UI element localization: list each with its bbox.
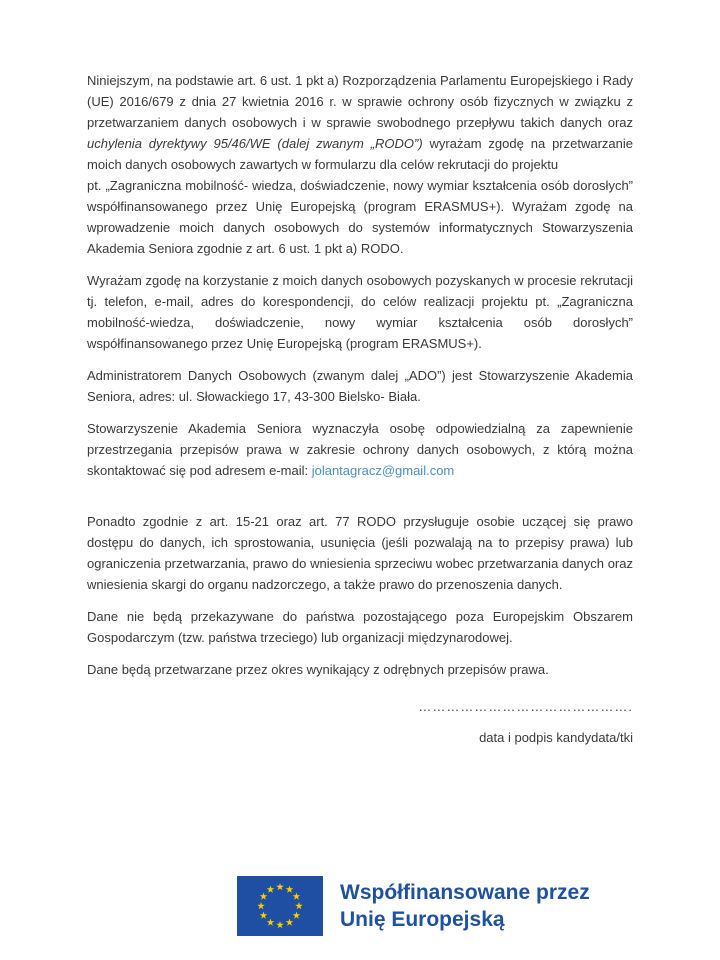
rodo-consent-run3: wyrażam zgodę na przetwarzanie moich danych osobowych zawartych w formularzu dla celów rekrutacji do projektu — [87, 136, 633, 172]
paragraph-no-transfer — [87, 606, 633, 648]
contact-email-link[interactable]: jolantagracz@gmail.com — [311, 463, 455, 478]
contact-person-text: Stowarzyszenie Akademia Seniora wyznaczyła osobę odpowiedzialną za zapewnienie przestrzegania przepisów prawa w zakresie ochrony danych osobowych, z którą można skontaktować się pod adresem e-mail: — [87, 421, 633, 478]
eu-cofunding-line1: Współfinansowane przez — [340, 881, 590, 904]
document-body — [87, 70, 633, 748]
eu-flag-icon — [237, 876, 323, 936]
rodo-consent-run4: pt. „Zagraniczna mobilność- wiedza, doświadczenie, nowy wymiar kształcenia osób dorosłych” współfinansowanego przez Unię Europejską (program ERASMUS+). Wyrażam zgodę na wprowadzenie moich danych osobowych do systemów informatycznych Stowarzyszenia Akademia Seniora zgodnie z art. 6 ust. 1 pkt a) RODO. — [87, 178, 633, 256]
paragraph-data-usage-consent — [87, 270, 633, 354]
no-transfer-text: Dane nie będą przekazywane do państwa pozostającego poza Europejskim Obszarem Gospodarczym (tzw. państwa trzeciego) lub organizacji międzynarodowej. — [87, 609, 633, 645]
signature-label: data i podpis kandydata/tki — [479, 730, 633, 745]
rodo-consent-run1: Niniejszym, na podstawie art. 6 ust. 1 pkt a) Rozporządzenia Parlamentu Europejskiego i Rady (UE) 2016/679 z dnia 27 kwietnia 2016 r. w sprawie ochrony osób fizycznych w związku z przetwarzaniem danych osobowych i w sprawie swobodnego przepływu takich danych oraz — [87, 73, 633, 130]
rodo-consent-italic-run: uchylenia dyrektywy 95/46/WE (dalej zwanym „RODO”) — [87, 136, 430, 151]
signature-line: ………………………………………. — [418, 699, 633, 714]
paragraph-rights — [87, 511, 633, 595]
paragraph-administrator — [87, 365, 633, 407]
administrator-text: Administratorem Danych Osobowych (zwanym dalej „ADO”) jest Stowarzyszenie Akademia Seniora, adres: ul. Słowackiego 17, 43-300 Bielsko- Biała. — [87, 368, 633, 404]
data-usage-text: Wyrażam zgodę na korzystanie z moich danych osobowych pozyskanych w procesie rekrutacji tj. telefon, e-mail, adres do korespondencji, do celów realizacji projektu pt. „Zagraniczna mobilność-wiedza, doświadczenie, nowy wymiar kształcenia osób dorosłych” współfinansowanego przez Unię Europejską (program ERASMUS+). — [87, 273, 633, 351]
signature-block — [87, 696, 633, 748]
paragraph-retention — [87, 659, 633, 680]
eu-cofunding-line2: Unię Europejską — [340, 908, 505, 931]
rights-text: Ponadto zgodnie z art. 15-21 oraz art. 77 RODO przysługuje osobie uczącej się prawo dostępu do danych, ich sprostowania, usunięcia (jeśli pozwalają na to przepisy prawa) lub ograniczenia przetwarzania, prawo do wniesienia sprzeciwu wobec przetwarzania danych oraz wniesienia skargi do organu nadzorczego, a także prawo do przenoszenia danych. — [87, 514, 633, 592]
paragraph-rodo-consent — [87, 70, 633, 259]
eu-cofunding-footer — [237, 876, 590, 936]
eu-cofunding-text — [340, 879, 590, 933]
retention-text: Dane będą przetwarzane przez okres wynikający z odrębnych przepisów prawa. — [87, 662, 549, 677]
paragraph-contact-person — [87, 418, 633, 481]
